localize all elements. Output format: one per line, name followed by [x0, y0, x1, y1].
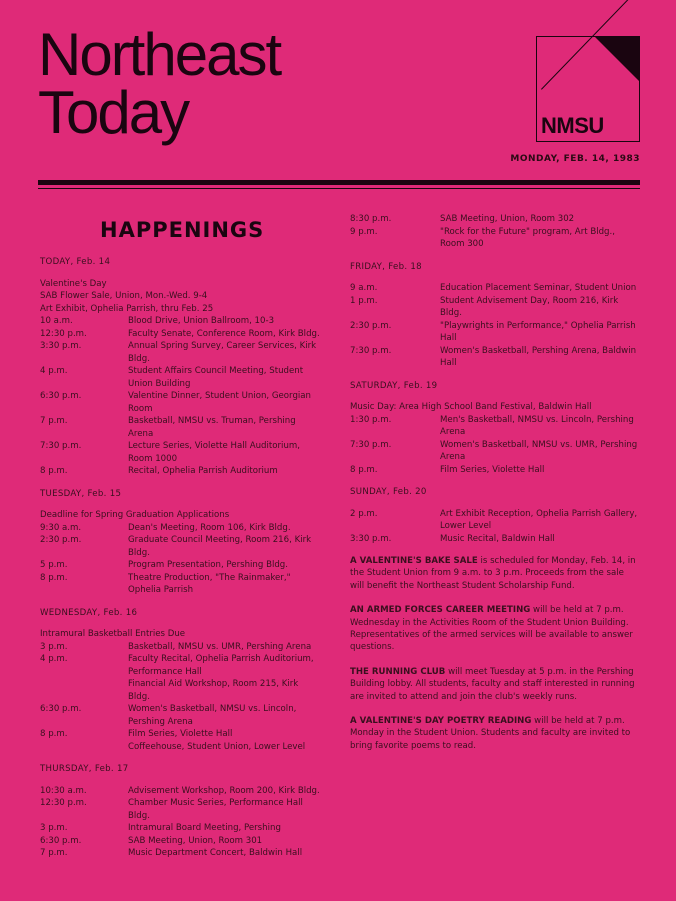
- event-row: [40, 390, 320, 415]
- announcement-body: is scheduled for Monday, Feb. 14, in the Student Union from 9 a.m. to 3 p.m. Proceeds from the sale will benefit the Northeast Student Scholarship Fund.: [350, 556, 636, 591]
- event-description: Theatre Production, "The Rainmaker," Ophelia Parrish: [128, 572, 291, 595]
- event-row: [40, 741, 320, 754]
- announcement-lead: THE RUNNING CLUB: [350, 666, 446, 677]
- event-time: 5 p.m.: [40, 560, 68, 570]
- event-description: Faculty Senate, Conference Room, Kirk Bldg.: [128, 328, 320, 339]
- day-heading: TUESDAY, Feb. 15: [40, 488, 122, 499]
- announcement-paragraph: [350, 555, 640, 592]
- event-row: [350, 414, 640, 439]
- event-time: 8 p.m.: [40, 729, 68, 739]
- event-row: [40, 641, 320, 654]
- masthead-line-2: Today: [38, 79, 189, 146]
- event-row: [350, 345, 640, 370]
- event-description: "Rock for the Future" program, Art Bldg., Room 300: [440, 226, 615, 249]
- event-time: 7 p.m.: [40, 416, 68, 426]
- event-time: 6:30 p.m.: [40, 704, 82, 714]
- event-description: Men's Basketball, NMSU vs. Lincoln, Pershing Arena: [440, 414, 634, 437]
- event-time: 3 p.m.: [40, 641, 68, 652]
- event-row: [40, 572, 320, 597]
- event-description: Student Affairs Council Meeting, Student Union Building: [128, 366, 304, 389]
- event-time: 8 p.m.: [40, 466, 68, 476]
- event-time: 8 p.m.: [350, 464, 378, 475]
- event-time: 9 p.m.: [350, 226, 378, 237]
- event-row: [40, 440, 320, 465]
- day-heading: SATURDAY, Feb. 19: [350, 380, 438, 391]
- event-row: [40, 340, 320, 365]
- event-row: [40, 822, 320, 835]
- section-heading: HAPPENINGS: [100, 218, 265, 242]
- event-description: Faculty Recital, Ophelia Parrish Auditorium, Performance Hall: [128, 654, 314, 677]
- event-description: "Playwrights in Performance," Ophelia Parrish Hall: [440, 320, 636, 343]
- event-row: [40, 703, 320, 728]
- event-row: [40, 522, 320, 535]
- day-heading: THURSDAY, Feb. 17: [40, 764, 129, 774]
- event-row: [350, 295, 640, 320]
- event-time: 7:30 p.m.: [40, 441, 82, 451]
- event-time: 3 p.m.: [40, 823, 68, 833]
- event-description: Graduate Council Meeting, Room 216, Kirk Bldg.: [128, 535, 312, 558]
- event-row: [40, 847, 320, 860]
- event-time: 2:30 p.m.: [40, 535, 82, 545]
- event-row: [40, 835, 320, 848]
- event-row: [350, 226, 640, 251]
- header-rule-thin: [38, 188, 640, 189]
- event-description: Student Advisement Day, Room 216, Kirk Bldg.: [440, 295, 619, 318]
- notice-line: Valentine's Day: [40, 278, 107, 289]
- day-heading: FRIDAY, Feb. 18: [350, 261, 422, 272]
- event-time: [40, 741, 128, 754]
- event-description: Valentine Dinner, Student Union, Georgian Room: [128, 391, 311, 414]
- announcement-lead: A VALENTINE'S DAY POETRY READING: [350, 716, 532, 727]
- announcement-paragraph: [350, 666, 640, 703]
- event-row: [40, 415, 320, 440]
- event-time: 3:30 p.m.: [350, 533, 392, 544]
- notice-line: Music Day: Area High School Band Festival, Baldwin Hall: [350, 402, 592, 412]
- event-time: 3:30 p.m.: [40, 341, 82, 351]
- left-column: [40, 256, 320, 870]
- event-description: Music Department Concert, Baldwin Hall: [128, 848, 303, 858]
- event-description: Art Exhibit Reception, Ophelia Parrish Gallery, Lower Level: [440, 508, 638, 531]
- event-row: [350, 439, 640, 464]
- day-section: [40, 488, 320, 597]
- event-description: Film Series, Violette Hall: [128, 729, 233, 739]
- event-row: [40, 728, 320, 741]
- event-description: Intramural Board Meeting, Pershing: [128, 823, 281, 833]
- event-time: 9:30 a.m.: [40, 522, 82, 533]
- event-description: Women's Basketball, NMSU vs. Lincoln, Pershing Arena: [128, 704, 297, 727]
- event-row: [350, 533, 640, 546]
- event-row: [350, 464, 640, 477]
- announcement-paragraph: [350, 715, 640, 752]
- event-row: [350, 508, 640, 533]
- event-row: [40, 328, 320, 341]
- event-time: 1:30 p.m.: [350, 414, 392, 425]
- day-section: [40, 256, 320, 478]
- event-time: 8:30 p.m.: [350, 214, 392, 224]
- nmsu-logo: [536, 36, 640, 142]
- announcement-lead: A VALENTINE'S BAKE SALE: [350, 556, 478, 566]
- event-description: Advisement Workshop, Room 200, Kirk Bldg.: [128, 785, 320, 796]
- day-section: [40, 763, 320, 860]
- event-description: SAB Meeting, Union, Room 301: [128, 835, 263, 846]
- event-description: SAB Meeting, Union, Room 302: [440, 214, 575, 224]
- event-row: [350, 320, 640, 345]
- event-description: Financial Aid Workshop, Room 215, Kirk Bldg.: [128, 679, 299, 702]
- event-time: 10:30 a.m.: [40, 785, 87, 796]
- event-time: 10 a.m.: [40, 316, 73, 326]
- event-description: Bldg.: [128, 810, 150, 821]
- issue-date: MONDAY, FEB. 14, 1983: [510, 154, 640, 164]
- event-description: Dean's Meeting, Room 106, Kirk Bldg.: [128, 522, 291, 533]
- announcement-body: will be held at 7 p.m. Monday in the Student Union. Students and faculty are invited to bring favorite poems to read.: [350, 716, 631, 751]
- day-section: [40, 607, 320, 754]
- day-heading: WEDNESDAY, Feb. 16: [40, 607, 138, 618]
- event-description: Lecture Series, Violette Hall Auditorium, Room 1000: [128, 441, 300, 464]
- event-row: [40, 653, 320, 678]
- event-description: Women's Basketball, NMSU vs. UMR, Pershing Arena: [440, 439, 638, 462]
- event-time: 7:30 p.m.: [350, 439, 392, 450]
- day-heading: TODAY, Feb. 14: [40, 257, 111, 267]
- event-time: 2:30 p.m.: [350, 320, 392, 331]
- right-column: [350, 213, 640, 764]
- event-row: [40, 534, 320, 559]
- event-row: [40, 785, 320, 798]
- announcement-lead: AN ARMED FORCES CAREER MEETING: [350, 605, 531, 616]
- event-description: Film Series, Violette Hall: [440, 464, 545, 475]
- notice-line: Art Exhibit, Ophelia Parrish, thru Feb. 25: [40, 303, 214, 314]
- event-time: [40, 810, 128, 823]
- event-time: 7:30 p.m.: [350, 345, 392, 356]
- event-description: Music Recital, Baldwin Hall: [440, 533, 555, 544]
- event-time: 4 p.m.: [40, 654, 68, 664]
- notice-line: Deadline for Spring Graduation Applications: [40, 510, 230, 520]
- event-time: 6:30 p.m.: [40, 835, 82, 846]
- announcement-body: will meet Tuesday at 5 p.m. in the Pershing Building lobby. All students, faculty and staff interested in running are invited to attend and join the club's weekly runs.: [350, 666, 635, 702]
- event-description: Basketball, NMSU vs. UMR, Pershing Arena: [128, 641, 312, 652]
- event-time: 12:30 p.m.: [40, 328, 87, 339]
- day-section: [350, 486, 640, 545]
- event-description: Coffeehouse, Student Union, Lower Level: [128, 741, 306, 752]
- event-row: [40, 797, 320, 810]
- announcement-body: will be held at 7 p.m. Wednesday in the Activities Room of the Student Union Building. Representatives of the armed services will be available to answer questions.: [350, 605, 633, 653]
- event-description: Education Placement Seminar, Student Union: [440, 283, 637, 293]
- event-row: [40, 315, 320, 328]
- event-time: 8 p.m.: [40, 572, 68, 583]
- event-time: 9 a.m.: [350, 283, 378, 293]
- event-time: 12:30 p.m.: [40, 798, 87, 808]
- event-row: [40, 678, 320, 703]
- masthead-title: [38, 21, 281, 146]
- notice-line: SAB Flower Sale, Union, Mon.-Wed. 9-4: [40, 291, 208, 301]
- day-section: [350, 261, 640, 370]
- event-description: Chamber Music Series, Performance Hall: [128, 798, 303, 808]
- day-heading: SUNDAY, Feb. 20: [350, 487, 427, 497]
- day-section: [350, 380, 640, 477]
- event-description: Basketball, NMSU vs. Truman, Pershing Arena: [128, 416, 296, 439]
- event-time: 7 p.m.: [40, 848, 68, 858]
- event-description: Recital, Ophelia Parrish Auditorium: [128, 466, 278, 476]
- event-row: [40, 365, 320, 390]
- event-row: [350, 282, 640, 295]
- event-time: 4 p.m.: [40, 366, 68, 376]
- event-row: [40, 559, 320, 572]
- header-rule-thick: [38, 180, 640, 185]
- event-time: 1 p.m.: [350, 295, 378, 306]
- logo-triangle: [595, 37, 639, 81]
- event-row: [350, 213, 640, 226]
- event-time: 6:30 p.m.: [40, 391, 82, 401]
- event-time: [40, 678, 128, 703]
- event-description: Program Presentation, Pershing Bldg.: [128, 560, 288, 570]
- day-section: [350, 213, 640, 251]
- announcement-paragraph: [350, 604, 640, 654]
- event-description: Blood Drive, Union Ballroom, 10-3: [128, 316, 275, 326]
- masthead-line-1: Northeast: [38, 21, 281, 88]
- notice-line: Intramural Basketball Entries Due: [40, 629, 186, 639]
- event-description: Annual Spring Survey, Career Services, Kirk Bldg.: [128, 341, 317, 364]
- event-row: [40, 810, 320, 823]
- event-row: [40, 465, 320, 478]
- logo-text: NMSU: [541, 113, 604, 138]
- event-description: Women's Basketball, Pershing Arena, Baldwin Hall: [440, 345, 637, 368]
- event-time: 2 p.m.: [350, 508, 378, 519]
